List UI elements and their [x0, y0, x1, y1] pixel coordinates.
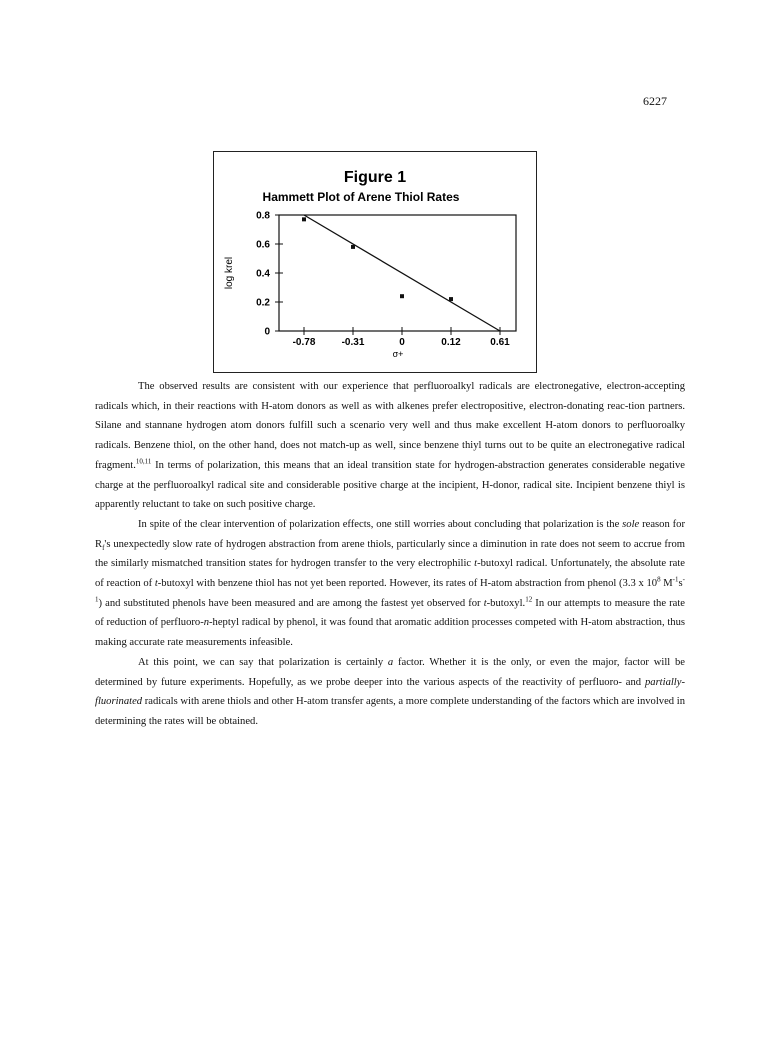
figure-1	[213, 151, 537, 373]
x-tick-label: 0	[399, 337, 405, 348]
fit-line	[304, 215, 500, 331]
x-tick-label: -0.31	[341, 337, 365, 348]
y-tick-label: 0	[264, 326, 270, 338]
data-point	[400, 294, 404, 298]
page-number: 6227	[643, 94, 667, 108]
paragraph-2: In spite of the clear intervention of polarization effects, one still worries about concluding that polarization is the sole reason for $R_f's$ unexpectedly slow rate of hydrogen abstraction from arene thiols, particularly since a diminution in rate does not seem to accrue from the similarly mismatched transition states for hydrogen transfer to the very electrophilic t-butoxyl radical. Unfortunately, the absolute rate of reaction of t-butoxyl with benzene thiol has not yet been reported. However, its rates of H-atom abstraction from phenol (3.3 x $10^8$ $M^{-1}s^{-1}$) and substituted phenols have been measured and are among the fastest yet observed for t-butoxyl.$^{12}$ In our attempts to measure the rate of reduction of perfluoro-n-heptyl radical by phenol, it was found that aromatic addition processes competed with H-atom abstraction, thus making accurate rate measurements infeasible.	[95, 518, 686, 649]
x-axis-label: σ+	[392, 349, 404, 359]
hammett-chart	[214, 152, 536, 372]
plot-frame	[279, 215, 516, 331]
x-tick-label: 0.61	[490, 337, 510, 348]
data-point	[449, 297, 453, 301]
figure-label: Figure 1	[343, 169, 407, 186]
chart-title: Hammett Plot of Arene Thiol Rates	[262, 190, 460, 204]
paragraph-1: The observed results are consistent with our experience that perfluoroalkyl radicals are electronegative, electron-accepting radicals which, in their reactions with H-atom donors as well as with alkenes prefer electropositive, electron-donating reac-tion partners. Silane and stannane hydrogen atom donors fulfill such a scenario very well and thus make excellent H-atom donors to perfluoroalky radicals. Benzene thiol, on the other hand, does not match-up as well, since benzene thiyl turns out to be quite an electronegative radical fragment.$^{10,11}$ In terms of polarization, this means that an ideal transition state for hydrogen-abstraction generates considerable negative charge at the perfluoroalkyl radical site and considerable positive charge at the incipient, H-donor, radical site. Incipient benzene thiyl is apparently reluctant to take on such positive charge.	[95, 381, 685, 511]
y-tick-label: 0.8	[256, 210, 270, 222]
data-point	[351, 245, 355, 249]
y-tick-label: 0.2	[256, 297, 270, 309]
body-text	[95, 377, 685, 732]
y-axis-label: log krel	[224, 256, 235, 290]
y-tick-label: 0.6	[256, 239, 270, 251]
x-tick-label: -0.78	[292, 337, 316, 348]
paragraph-3: At this point, we can say that polarization is certainly a factor. Whether it is the only, or even the major, factor will be determined by future experiments. Hopefully, as we probe deeper into the various aspects of the reactivity of perfluoro- and partially-fluorinated radicals with arene thiols and other H-atom transfer agents, a more complete understanding of the factors which are involved in determining the rates will be obtained.	[95, 656, 685, 727]
data-point	[302, 217, 306, 221]
y-tick-label: 0.4	[256, 268, 270, 280]
x-tick-label: 0.12	[441, 337, 461, 348]
